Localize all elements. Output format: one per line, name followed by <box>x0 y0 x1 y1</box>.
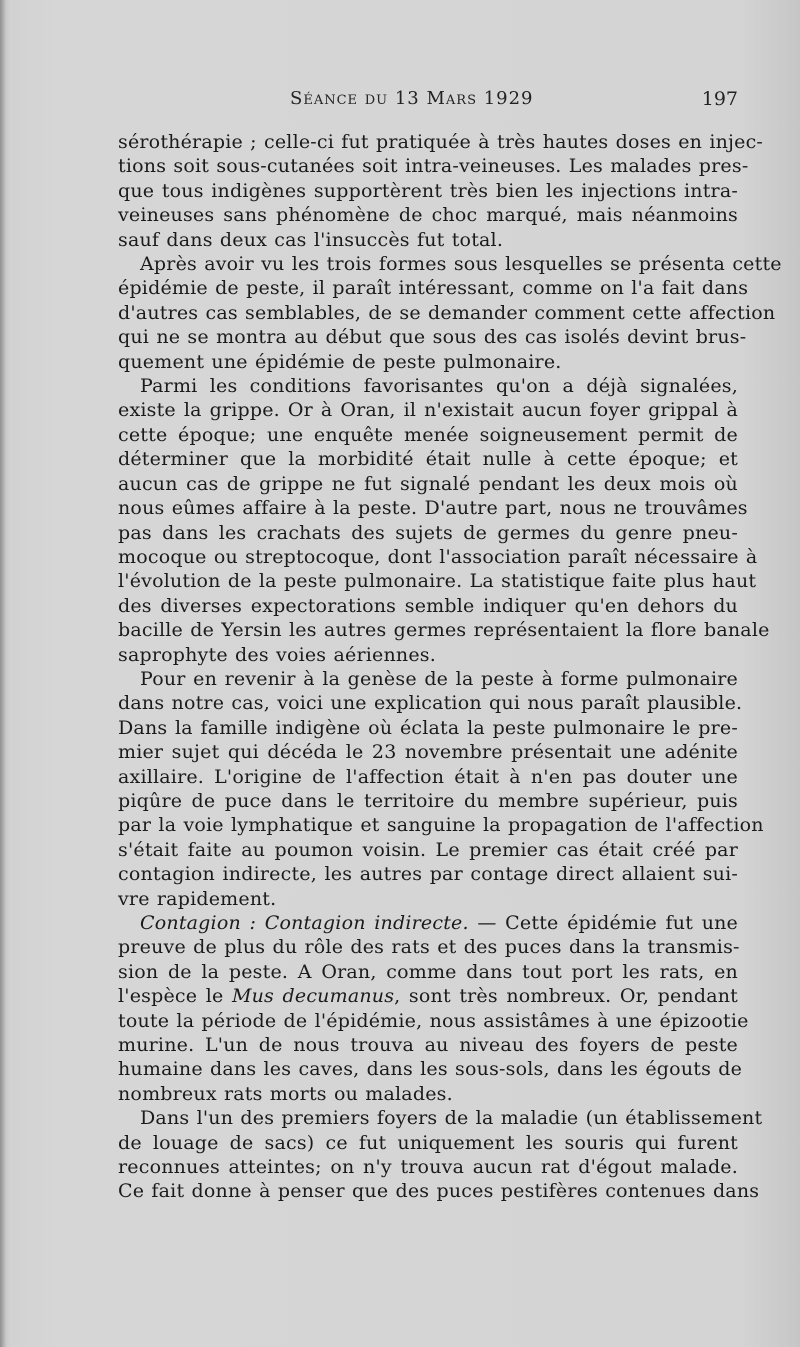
text-line: sion de la peste. A Oran, comme dans tout port les rats, en <box>118 960 738 983</box>
heading-continuation: — Cette épidémie fut une <box>468 912 739 934</box>
text-line: l'évolution de la peste pulmonaire. La statistique faite plus haut <box>118 570 757 593</box>
running-header <box>118 86 738 116</box>
paragraph-3 <box>118 374 770 667</box>
text-line: existe la grippe. Or à Oran, il n'existait aucun foyer grippal à <box>118 399 738 422</box>
species-suffix: , sont très nombreux. Or, pendant <box>394 985 738 1008</box>
text-line <box>118 984 738 1008</box>
text-line: humaine dans les caves, dans les sous-sols, dans les égouts de <box>118 1058 743 1081</box>
text-line: sérothérapie ; celle-ci fut pratiquée à très hautes doses en injec- <box>118 131 764 153</box>
text-line: mocoque ou streptocoque, dont l'association paraît nécessaire à <box>118 545 758 568</box>
text-line: s'était faite au poumon voisin. Le premier cas était créé par <box>118 838 738 861</box>
text-line: nombreux rats morts ou malades. <box>118 1082 453 1105</box>
species-name: Mus decumanus <box>231 985 395 1008</box>
text-line: reconnues atteintes; on n'y trouva aucun rat d'égout malade. <box>118 1156 738 1179</box>
text-line: Dans la famille indigène où éclata la peste pulmonaire le pre- <box>118 716 738 739</box>
text-line <box>118 911 738 935</box>
paragraph-5 <box>118 911 749 1106</box>
running-title: Séance du 13 Mars 1929 <box>290 88 534 109</box>
text-line: de louage de sacs) ce fut uniquement les souris qui furent <box>118 1131 738 1154</box>
text-line: veineuses sans phénomène de choc marqué, mais néanmoins <box>118 204 738 227</box>
paragraph-1 <box>118 130 764 252</box>
text-line: Dans l'un des premiers foyers de la maladie (un établissement <box>140 1107 763 1130</box>
text-line: vre rapidement. <box>118 887 277 910</box>
text-line: murine. L'un de nous trouva au niveau des foyers de peste <box>118 1034 738 1057</box>
body-text <box>118 130 782 1204</box>
text-line: sauf dans deux cas l'insuccès fut total. <box>118 228 504 251</box>
text-line: déterminer que la morbidité était nulle à cette époque; et <box>118 448 738 471</box>
text-line: épidémie de peste, il paraît intéressant, comme on l'a fait dans <box>118 277 749 300</box>
text-line: saprophyte des voies aériennes. <box>118 643 436 666</box>
section-heading: Contagion : Contagion indirecte. <box>140 912 469 934</box>
text-line: preuve de plus du rôle des rats et des puces dans la transmis- <box>118 936 740 959</box>
text-line: par la voie lymphatique et sanguine la propagation de l'affection <box>118 814 764 837</box>
page-number: 197 <box>701 88 738 110</box>
text-line: qui ne se montra au début que sous des cas isolés devint brus- <box>118 326 747 349</box>
text-line: Parmi les conditions favorisantes qu'on a déjà signalées, <box>140 375 738 398</box>
paragraph-2 <box>118 252 782 374</box>
text-line: axillaire. L'origine de l'affection était à n'en pas douter une <box>118 765 738 788</box>
text-line: Pour en revenir à la genèse de la peste à forme pulmonaire <box>140 667 738 690</box>
text-line: cette époque; une enquête menée soigneusement permit de <box>118 423 738 446</box>
text-line: des diverses expectorations semble indiquer qu'en dehors du <box>118 594 738 617</box>
text-line: pas dans les crachats des sujets de germes du genre pneu- <box>118 521 738 544</box>
text-line: d'autres cas semblables, de se demander comment cette affection <box>118 301 776 324</box>
text-line: dans notre cas, voici une explication qui nous paraît plausible. <box>118 692 743 715</box>
text-line: piqûre de puce dans le territoire du membre supérieur, puis <box>118 789 738 812</box>
text-line: tions soit sous-cutanées soit intra-veineuses. Les malades pres- <box>118 155 749 178</box>
species-prefix: l'espèce le <box>118 985 232 1008</box>
text-line: que tous indigènes supportèrent très bien les injections intra- <box>118 179 738 202</box>
text-line: nous eûmes affaire à la peste. D'autre part, nous ne trouvâmes <box>118 497 748 520</box>
text-line: mier sujet qui décéda le 23 novembre présentait une adénite <box>118 741 738 764</box>
paragraph-6 <box>118 1106 763 1204</box>
text-line: contagion indirecte, les autres par contage direct allaient sui- <box>118 863 738 886</box>
text-line: Après avoir vu les trois formes sous lesquelles se présenta cette <box>140 253 782 276</box>
text-line: Ce fait donne à penser que des puces pestifères contenues dans <box>118 1180 760 1203</box>
paragraph-4 <box>118 667 764 911</box>
text-line: quement une épidémie de peste pulmonaire. <box>118 350 562 373</box>
text-line: bacille de Yersin les autres germes représentaient la flore banale <box>118 619 770 642</box>
text-line: toute la période de l'épidémie, nous assistâmes à une épizootie <box>118 1009 749 1032</box>
text-line: aucun cas de grippe ne fut signalé pendant les deux mois où <box>118 472 738 495</box>
